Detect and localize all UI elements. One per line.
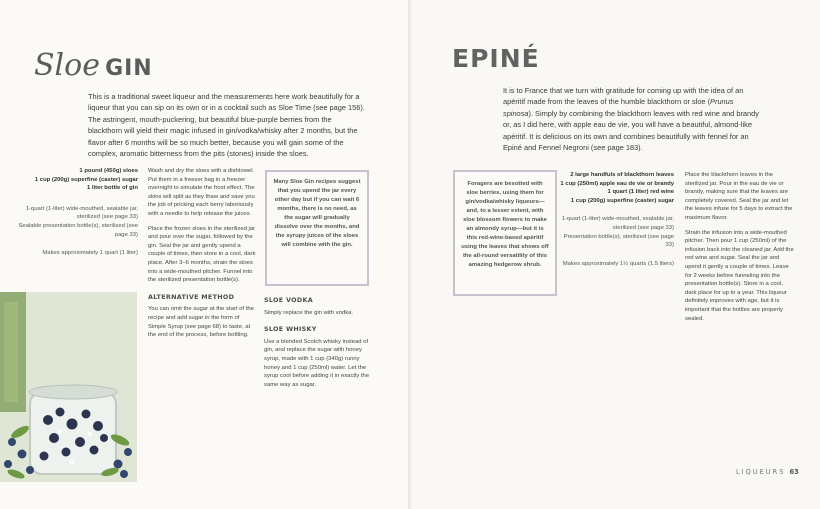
method-paragraph: Place the frozen sloes in the sterilized jar and pour over the sugar, followed by the gin. Seal the jar and gently upend a couple of times, then store in a cool, dark place. After 3–6 months, strain the sloes into a wide-mouthed pitcher. Funnel into the sterilized presentation bottle(s). (148, 225, 256, 284)
sloe-jar-illustration (0, 292, 137, 482)
sloe-vodka-heading: SLOE VODKA (264, 296, 313, 304)
sloe-gin-title (34, 48, 153, 83)
epine-method (685, 171, 795, 329)
title-script-word: Sloe (34, 48, 100, 83)
sloe-jar-photo (0, 292, 137, 482)
sloe-gin-tip-box: Many Sloe Gin recipes suggest that you upend the jar every other day but if you can wait 6 months, there is no need, as the sugar will gradually dissolve over the months, and the syrupy juices of the sloes will combine with the gin. (265, 170, 369, 286)
epine-intro (503, 85, 761, 153)
alternative-method-text: You can omit the sugar at the start of the recipe and add sugar in the form of Simple Syrup (see page 68) to taste, at the end of the process, before bottling. (148, 306, 254, 339)
method-paragraph: Strain the infusion into a wide-mouthed pitcher. Then pour 1 cup (250ml) of the infusion back into the cleaned jar. Add the red wine and sugar. Seal the jar and upend it gently a couple of times. Leave for 2 weeks before funneling into the presentation bottle(s). Store in a cool, dark place for up to a year. This liqueur definitely improves with age, but it is important that the bottles are properly sealed. (685, 229, 794, 322)
method-paragraph: Wash and dry the sloes with a dishtowel. Put them in a freezer bag in a freezer overnight to simulate the frost effect. The skins will split as they thaw and save you the job of pricking each berry laboriously with a needle to help release the juices. (148, 168, 255, 217)
epine-intro-latin-name: Prunus spinosa (503, 97, 734, 118)
equipment-line: 1-quart (1-liter) wide-mouthed, sealable jar, sterilized (see page 33) (561, 216, 674, 231)
ingredient-line: 1 quart (1 liter) red wine (607, 189, 674, 196)
sloe-gin-variations (264, 296, 370, 389)
ingredient-line: 1 liter bottle of gin (86, 185, 138, 192)
ingredient-line: 2 large handfuls of blackthorn leaves (570, 172, 674, 178)
sloe-gin-intro: This is a traditional sweet liqueur and the measurements here work beautifully for a liqueur that you can sip on its own or in a cocktail such as Sloe Time (see page 156). The astringent, mouth-puckering, but beautiful blue-purple berries from the blackthorn will yield their magic infused in gin/vodka/whisky after 2 months, but the flavor after 6 months will be so much better, because you will gain some of the complex, aromatic bitterness from the pits (stones) inside the sloes. (88, 92, 365, 159)
equipment-line: Sealable presentation bottle(s), sterilized (see page 33) (18, 222, 138, 238)
alternative-method-heading: ALTERNATIVE METHOD (148, 292, 235, 301)
sloe-whisky-text: Use a blended Scotch whisky instead of gin, and replace the sugar with honey syrup, made with 1 cup (340g) runny honey and 1 cup (250ml) water. Let the syrup cool before adding it in exactly the same way as sugar. (264, 338, 370, 388)
book-gutter (408, 0, 412, 509)
ingredient-line: 1 cup (250ml) apple eau de vie or brandy (560, 180, 674, 187)
page-footer (736, 468, 799, 476)
title-caps-word: GIN (105, 56, 153, 81)
epine-forager-box: Foragers are besotted with sloe berries, using them for gin/vodka/whisky liqueurs—and, to a lesser extent, with sloe blossom flowers to make an almondy syrup—but it is this red-wine-based apéritif using the leaves that shows off the all-round versatility of this amazing hedgerow shrub. (453, 170, 557, 296)
yield-line: Makes approximately 1½ quarts (1.5 liters) (562, 260, 674, 267)
sloe-gin-ingredients (14, 167, 138, 258)
method-paragraph: Place the blackthorn leaves in the sterilized jar. Pour in the eau de vie or brandy, making sure that the leaves are completely covered. Seal the jar and let the leaves infuse for 5 days to extract the maximum flavor. (685, 172, 793, 221)
ingredient-line: 1 cup (200g) superfine (caster) sugar (570, 197, 674, 204)
epine-intro-part: ). Simply by combining the blackthorn leaves with red wine and brandy or, as I did here, with apple eau de vie, you will have a beautiful, almond-like apéritif. It is delicious on its own and combines beautifully with fennel for an Epiné and Fennel Negroni (see page 183). (503, 108, 759, 153)
equipment-line: Presentation bottle(s), sterilized (see page 33) (563, 233, 674, 249)
epine-title: EPINÉ (452, 44, 540, 73)
yield-line: Makes approximately 1 quart (1 liter) (42, 250, 138, 257)
equipment-line: 1-quart (1-liter) wide-mouthed, sealable jar, sterilized (see page 33) (25, 205, 138, 221)
epine-intro-part: It is to France that we turn with gratitude for coming up with the idea of an apéritif made from the leaves of the humble blackthorn or sloe ( (503, 86, 744, 107)
footer-section-label: LIQUEURS (736, 468, 786, 476)
sloe-gin-method (148, 167, 256, 340)
sloe-whisky-heading: SLOE WHISKY (264, 325, 317, 334)
sloe-vodka-text: Simply replace the gin with vodka. (264, 309, 354, 316)
ingredient-line: 1 cup (200g) superfine (caster) sugar (34, 176, 138, 183)
epine-ingredients (560, 171, 674, 268)
page-number: 63 (789, 468, 799, 476)
ingredient-line: 1 pound (450g) sloes (79, 168, 138, 174)
